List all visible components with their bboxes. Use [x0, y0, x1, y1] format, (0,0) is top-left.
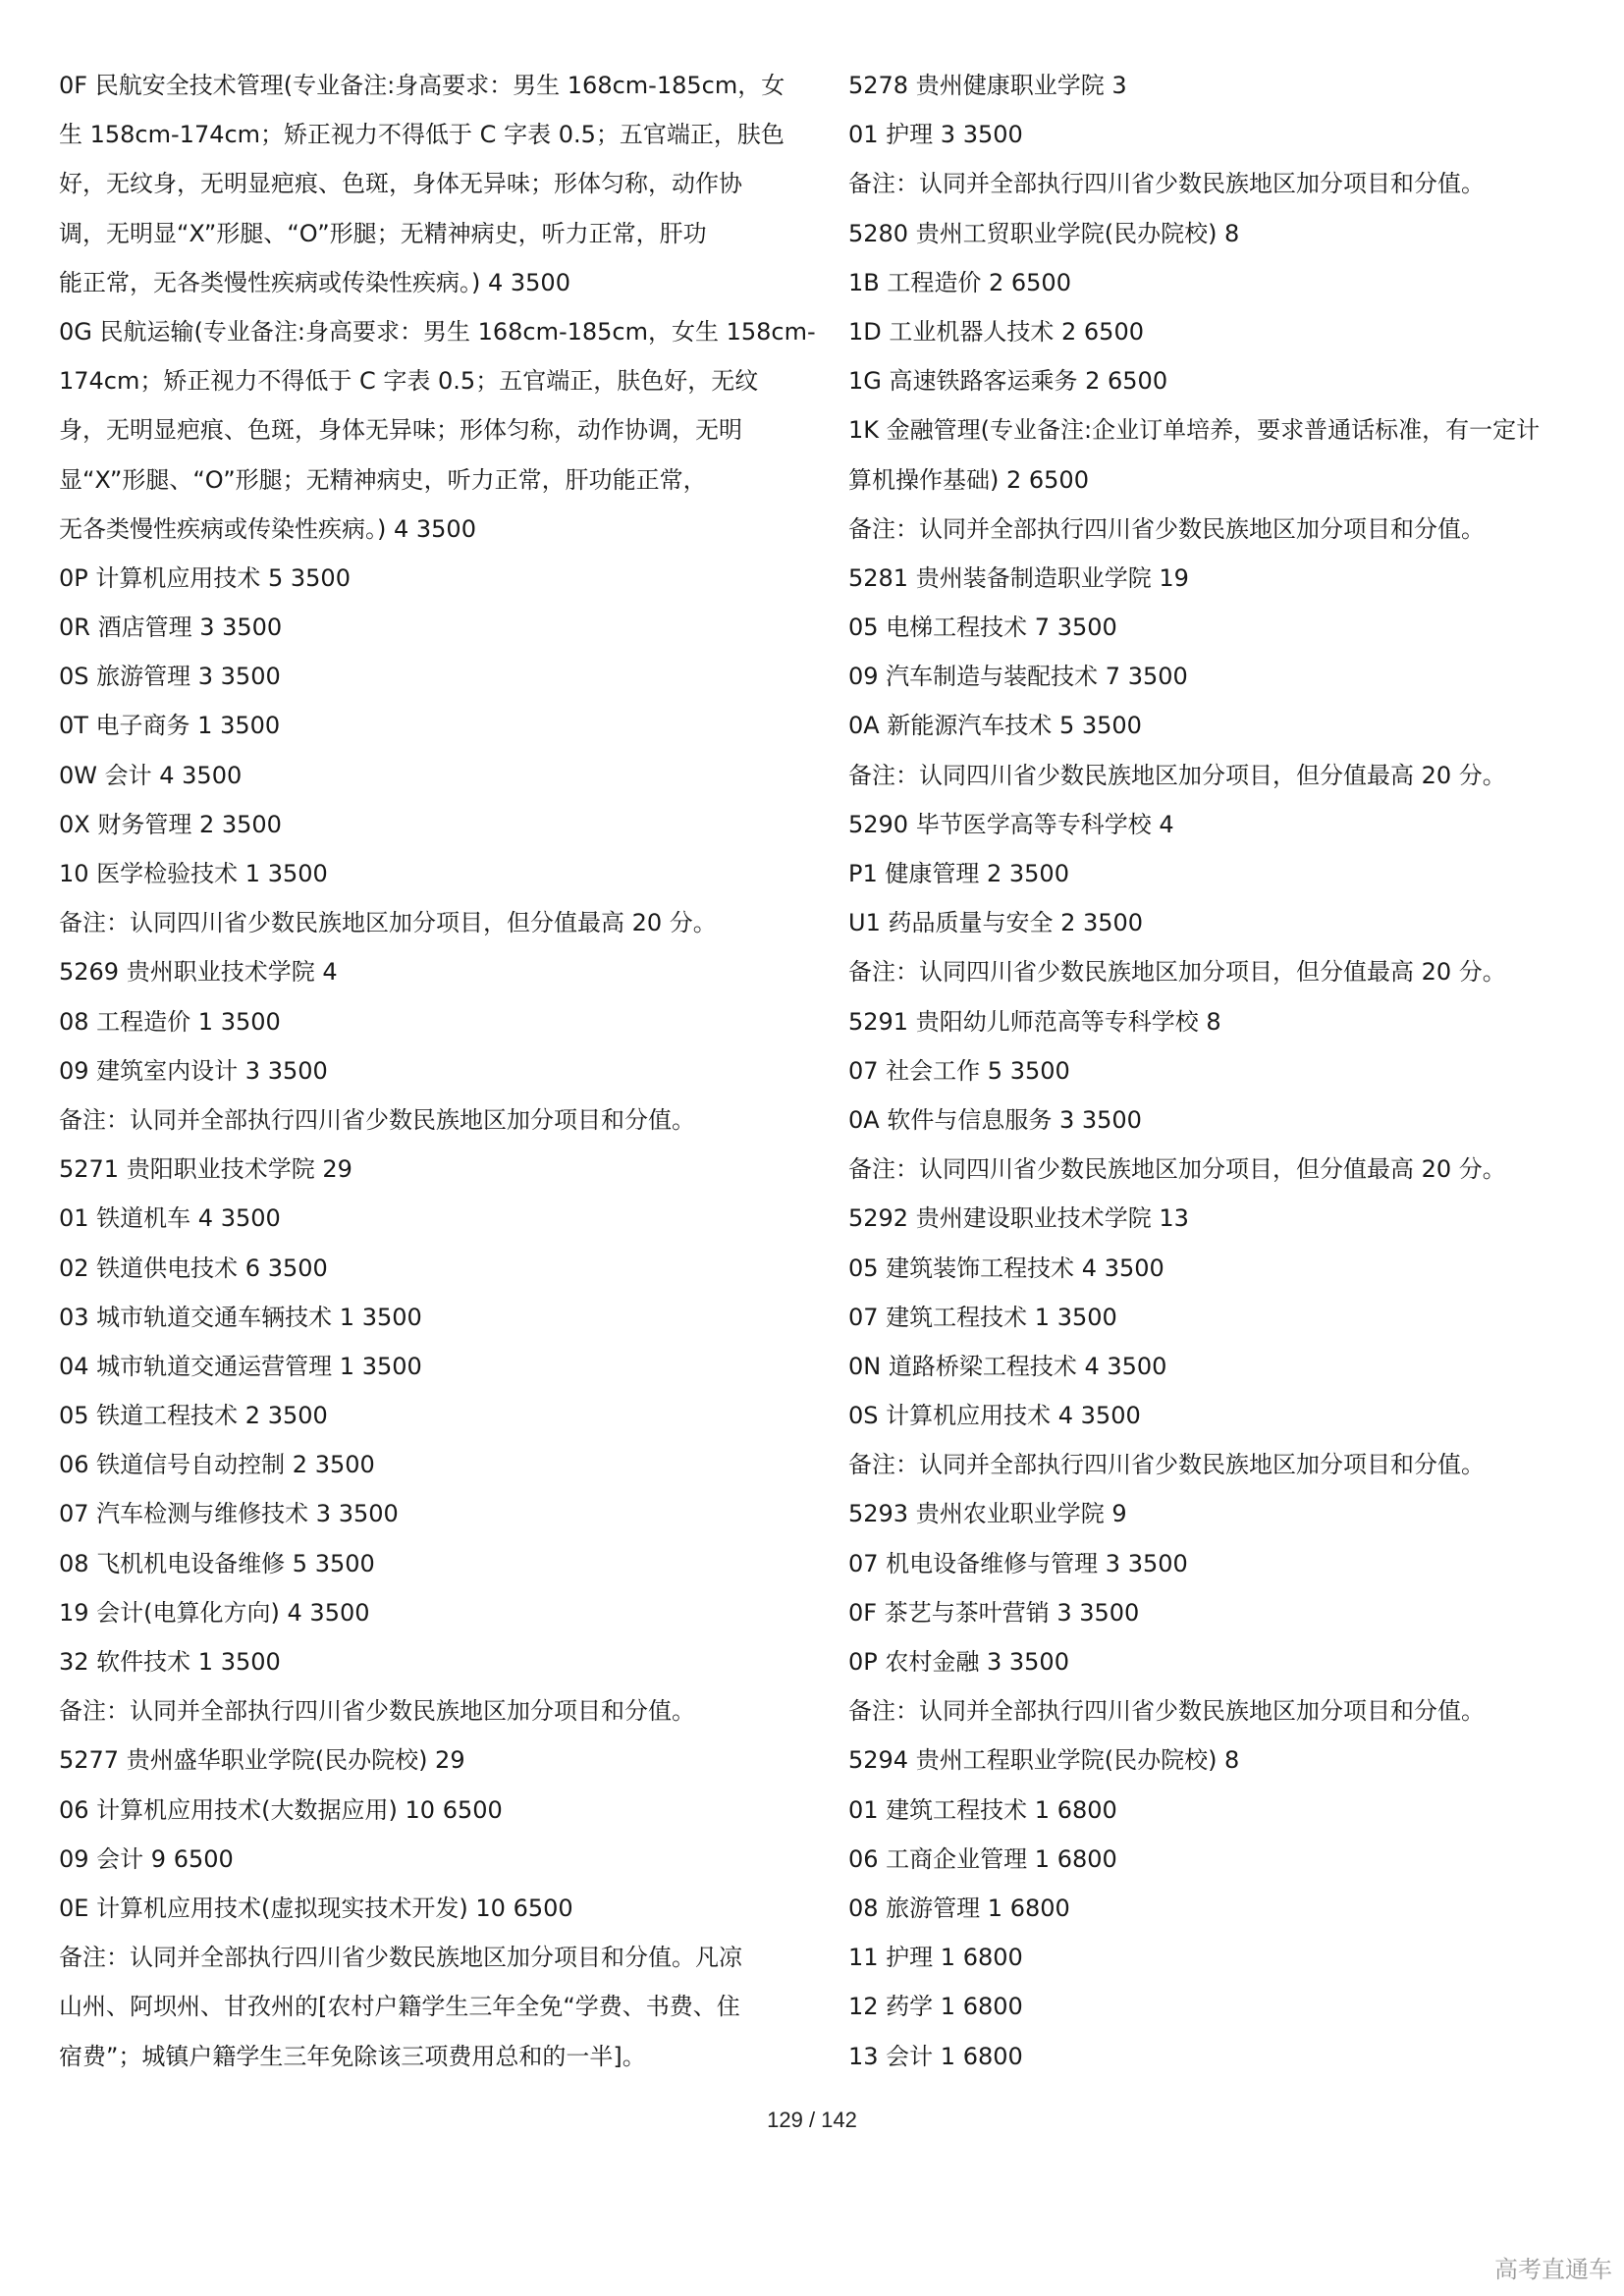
text-line: 生 158cm-174cm；矫正视力不得低于 C 字表 0.5；五官端正，肤色	[59, 121, 785, 149]
text-line: U1 药品质量与安全 2 3500	[848, 909, 1144, 937]
text-line: 06 工商企业管理 1 6800	[848, 1844, 1117, 1873]
text-line: 0G 民航运输(专业备注:身高要求：男生 168cm-185cm，女生 158cm-	[59, 317, 816, 346]
text-line: 备注：认同并全部执行四川省少数民族地区加分项目和分值。	[59, 1105, 695, 1134]
text-line: 09 会计 9 6500	[59, 1844, 234, 1873]
text-line: 备注：认同四川省少数民族地区加分项目，但分值最高 20 分。	[848, 958, 1506, 987]
text-line: 能正常，无各类慢性疾病或传染性疾病。) 4 3500	[59, 268, 570, 296]
text-line: 08 旅游管理 1 6800	[848, 1894, 1070, 1922]
text-line: 0S 计算机应用技术 4 3500	[848, 1402, 1141, 1430]
text-line: 调，无明显“X”形腿、“O”形腿；无精神病史，听力正常，肝功	[59, 219, 707, 247]
text-line: 06 计算机应用技术(大数据应用) 10 6500	[59, 1795, 503, 1824]
text-line: P1 健康管理 2 3500	[848, 860, 1069, 887]
text-line: 0P 农村金融 3 3500	[848, 1648, 1069, 1676]
text-line: 0S 旅游管理 3 3500	[59, 663, 281, 691]
text-line: 07 社会工作 5 3500	[848, 1056, 1070, 1085]
text-line: 身，无明显疤痕、色斑，身体无异味；形体匀称，动作协调，无明	[59, 416, 742, 445]
text-line: 07 建筑工程技术 1 3500	[848, 1303, 1117, 1331]
text-line: 5294 贵州工程职业学院(民办院校) 8	[848, 1746, 1240, 1775]
text-line: 06 铁道信号自动控制 2 3500	[59, 1451, 375, 1479]
text-line: 备注：认同四川省少数民族地区加分项目，但分值最高 20 分。	[848, 761, 1506, 789]
text-line: 显“X”形腿、“O”形腿；无精神病史，听力正常，肝功能正常，	[59, 465, 707, 494]
text-line: 0F 民航安全技术管理(专业备注:身高要求：男生 168cm-185cm，女	[59, 72, 785, 99]
text-line: 32 软件技术 1 3500	[59, 1648, 281, 1676]
text-line: 备注：认同四川省少数民族地区加分项目，但分值最高 20 分。	[848, 1155, 1506, 1184]
text-line: 01 建筑工程技术 1 6800	[848, 1795, 1117, 1824]
text-line: 5271 贵阳职业技术学院 29	[59, 1155, 352, 1184]
text-line: 0R 酒店管理 3 3500	[59, 614, 283, 642]
text-line: 09 汽车制造与装配技术 7 3500	[848, 663, 1188, 691]
text-line: 08 飞机机电设备维修 5 3500	[59, 1549, 375, 1577]
text-line: 无各类慢性疾病或传染性疾病。) 4 3500	[59, 514, 476, 543]
text-line: 备注：认同并全部执行四川省少数民族地区加分项目和分值。	[848, 170, 1485, 198]
text-line: 05 建筑装饰工程技术 4 3500	[848, 1254, 1164, 1282]
text-line: 01 铁道机车 4 3500	[59, 1204, 281, 1233]
text-line: 5280 贵州工贸职业学院(民办院校) 8	[848, 219, 1240, 247]
text-line: 1K 金融管理(专业备注:企业订单培养，要求普通话标准，有一定计	[848, 416, 1541, 445]
text-line: 03 城市轨道交通车辆技术 1 3500	[59, 1303, 422, 1331]
text-line: 好，无纹身，无明显疤痕、色斑，身体无异味；形体匀称，动作协	[59, 170, 742, 198]
text-line: 备注：认同并全部执行四川省少数民族地区加分项目和分值。	[848, 1451, 1485, 1479]
watermark-text: 高考直通车	[1494, 2256, 1612, 2283]
text-line: 0W 会计 4 3500	[59, 761, 243, 789]
text-line: 05 铁道工程技术 2 3500	[59, 1402, 328, 1430]
text-line: 5269 贵州职业技术学院 4	[59, 958, 338, 987]
text-line: 10 医学检验技术 1 3500	[59, 860, 328, 887]
text-line: 备注：认同并全部执行四川省少数民族地区加分项目和分值。凡凉	[59, 1944, 742, 1972]
text-line: 0X 财务管理 2 3500	[59, 810, 282, 838]
text-line: 0E 计算机应用技术(虚拟现实技术开发) 10 6500	[59, 1894, 573, 1922]
text-line: 12 药学 1 6800	[848, 1993, 1023, 2021]
text-line: 备注：认同并全部执行四川省少数民族地区加分项目和分值。	[848, 1697, 1485, 1726]
text-line: 07 汽车检测与维修技术 3 3500	[59, 1500, 399, 1528]
text-line: 5290 毕节医学高等专科学校 4	[848, 810, 1174, 838]
text-line: 0A 新能源汽车技术 5 3500	[848, 712, 1142, 740]
text-line: 5292 贵州建设职业技术学院 13	[848, 1204, 1189, 1233]
page-number: 129 / 142	[767, 2108, 857, 2132]
text-line: 0P 计算机应用技术 5 3500	[59, 563, 351, 592]
text-line: 宿费”；城镇户籍学生三年免除该三项费用总和的一半]。	[59, 2042, 646, 2070]
text-line: 0N 道路桥梁工程技术 4 3500	[848, 1352, 1167, 1380]
text-line: 19 会计(电算化方向) 4 3500	[59, 1598, 370, 1627]
text-line: 02 铁道供电技术 6 3500	[59, 1254, 328, 1282]
text-line: 174cm；矫正视力不得低于 C 字表 0.5；五官端正，肤色好，无纹	[59, 367, 759, 396]
text-line: 05 电梯工程技术 7 3500	[848, 614, 1117, 642]
right-column	[848, 61, 1590, 2081]
text-line: 备注：认同并全部执行四川省少数民族地区加分项目和分值。	[59, 1697, 695, 1726]
text-line: 08 工程造价 1 3500	[59, 1007, 281, 1036]
text-line: 0F 茶艺与茶叶营销 3 3500	[848, 1598, 1140, 1627]
left-column	[59, 61, 816, 2081]
text-line: 01 护理 3 3500	[848, 121, 1023, 149]
text-line: 1G 高速铁路客运乘务 2 6500	[848, 367, 1168, 396]
text-line: 0A 软件与信息服务 3 3500	[848, 1105, 1142, 1134]
text-line: 5278 贵州健康职业学院 3	[848, 72, 1127, 99]
text-line: 山州、阿坝州、甘孜州的[农村户籍学生三年全免“学费、书费、住	[59, 1993, 740, 2021]
text-line: 04 城市轨道交通运营管理 1 3500	[59, 1352, 422, 1380]
text-line: 5281 贵州装备制造职业学院 19	[848, 563, 1189, 592]
text-line: 算机操作基础) 2 6500	[848, 465, 1089, 494]
text-line: 5291 贵阳幼儿师范高等专科学校 8	[848, 1007, 1221, 1036]
text-line: 09 建筑室内设计 3 3500	[59, 1056, 328, 1085]
text-line: 1B 工程造价 2 6500	[848, 268, 1071, 296]
text-line: 13 会计 1 6800	[848, 2042, 1023, 2070]
text-line: 07 机电设备维修与管理 3 3500	[848, 1549, 1188, 1577]
text-line: 5277 贵州盛华职业学院(民办院校) 29	[59, 1746, 465, 1775]
text-line: 0T 电子商务 1 3500	[59, 712, 281, 740]
text-line: 11 护理 1 6800	[848, 1944, 1023, 1972]
text-line: 5293 贵州农业职业学院 9	[848, 1500, 1127, 1528]
text-line: 备注：认同并全部执行四川省少数民族地区加分项目和分值。	[848, 514, 1485, 543]
text-line: 1D 工业机器人技术 2 6500	[848, 317, 1144, 346]
text-line: 备注：认同四川省少数民族地区加分项目，但分值最高 20 分。	[59, 909, 717, 937]
